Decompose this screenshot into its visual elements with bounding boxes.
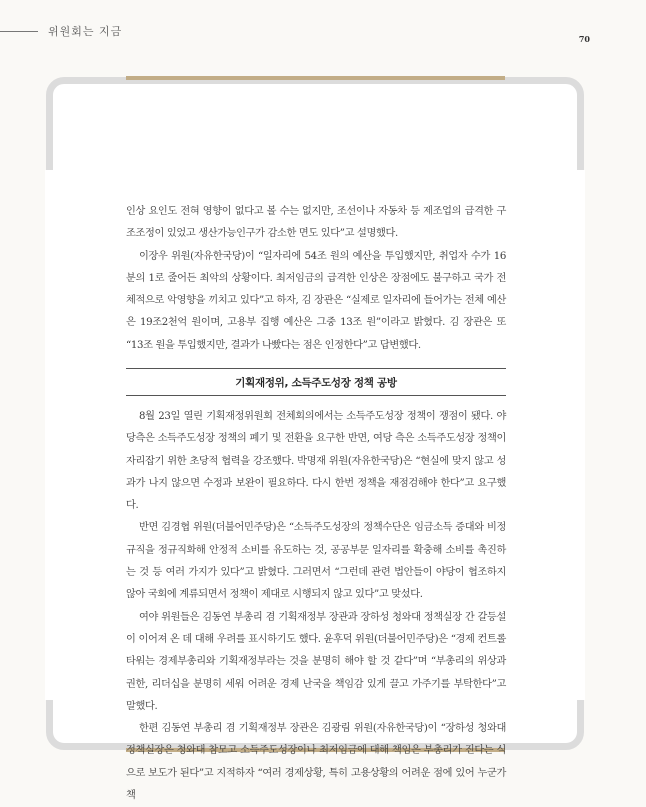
header-rule (0, 31, 38, 32)
paragraph: 8월 23일 열린 기획재정위원회 전체회의에서는 소득주도성장 정책이 쟁점이 됐다. 야당측은 소득주도성장 정책의 폐기 및 전환을 요구한 반면, 여당 측은 소득주도성장 정책이 자리잡기 위한 초당적 협력을 강조했다. 박명재 위원(자유한국당)은 “현실에 맞지 않고 성과가 나지 않으면 수정과 보완이 필요하다. 다시 한번 정책을 재점검해야 한다”고 요구했다. (126, 411, 506, 512)
frame-gap-left (45, 170, 55, 700)
paragraph: 여야 위원들은 김동연 부총리 겸 기획재정부 장관과 장하성 청와대 정책실장 간 갈등설이 이어져 온 데 대해 우려를 표시하기도 했다. 윤후덕 위원(더불어민주당)은 “경제 컨트롤타워는 경제부총리와 기획재정부라는 것을 분명히 해야 할 것 같다”며 “부총리의 위상과 권한, 리더십을 분명히 세워 어려운 경제 난국을 책임감 있게 끌고 가주기를 부탁한다”고 말했다. (126, 611, 506, 712)
frame-gap-right (575, 170, 585, 700)
section-label: 위원회는 지금 (48, 25, 123, 38)
section-heading-box (126, 368, 506, 396)
top-accent-bar (126, 76, 505, 80)
section-text (126, 406, 506, 807)
paragraph: 한편 김동연 부총리 겸 기획재정부 장관은 김광림 위원(자유한국당)이 “장하성 청와대 정책실장은 청와대 참모고 소득주도성장이나 최저임금에 대해 책임은 부총리가 진다는 식으로 보도가 된다”고 지적하자 “여러 경제상황, 특히 고용상황의 어려운 점에 있어 누군가 책 (126, 723, 506, 802)
section-heading: 기획재정위, 소득주도성장 정책 공방 (235, 376, 397, 389)
intro-text (126, 201, 506, 357)
page-number: 70 (578, 34, 590, 44)
paragraph: 반면 김경협 위원(더불어민주당)은 “소득주도성장의 정책수단은 임금소득 증대와 비정규직을 정규직화해 안정적 소비를 유도하는 것, 공공부문 일자리를 확충해 소비를 촉진하는 것 등 여러 가지가 있다”고 밝혔다. 그러면서 “그런데 관련 법안들이 야당이 협조하지 않아 국회에 계류되면서 정책이 제대로 시행되지 않고 있다”고 맞섰다. (126, 522, 506, 601)
paragraph: 이장우 위원(자유한국당)이 “일자리에 54조 원의 예산을 투입했지만, 취업자 수가 16분의 1로 줄어든 최악의 상황이다. 최저임금의 급격한 인상은 장점에도 불구하고 국가 전체적으로 악영향을 끼치고 있다”고 하자, 김 장관은 “실제로 일자리에 들어가는 전체 예산은 19조2천억 원이며, 고용부 집행 예산은 그중 13조 원”이라고 밝혔다. 김 장관은 또 “13조 원을 투입했지만, 결과가 나빴다는 점은 인정한다”고 답변했다. (126, 250, 506, 351)
paragraph: 인상 요인도 전혀 영향이 없다고 볼 수는 없지만, 조선이나 자동차 등 제조업의 급격한 구조조정이 있었고 생산가능인구가 감소한 면도 있다”고 설명했다. (126, 206, 506, 240)
